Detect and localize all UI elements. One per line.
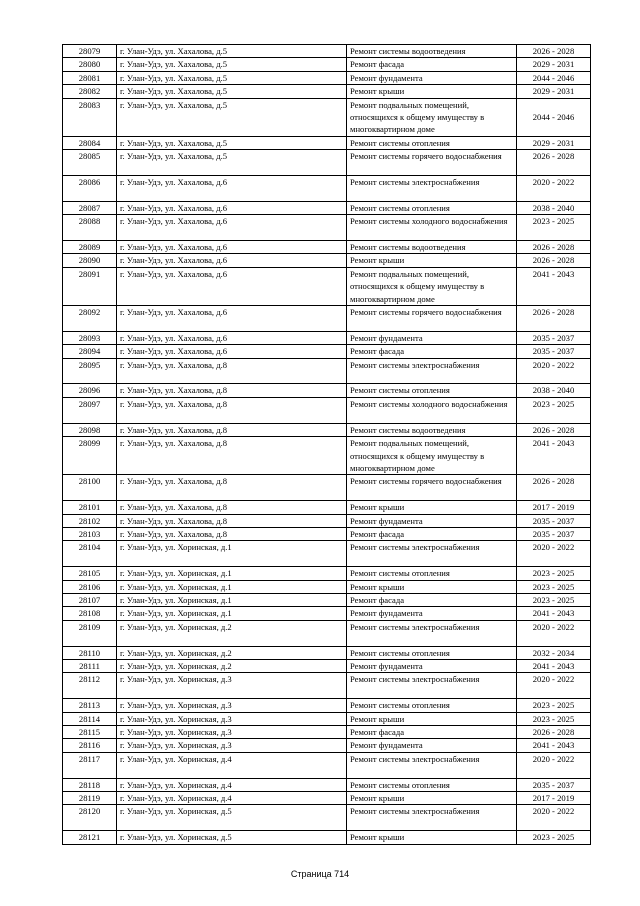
- row-id-cell: 28097: [63, 397, 117, 423]
- row-id-cell: 28098: [63, 423, 117, 436]
- row-period-cell: 2023 - 2025: [517, 397, 591, 423]
- row-work-type-cell: Ремонт крыши: [347, 254, 517, 267]
- row-address-cell: г. Улан-Удэ, ул. Хахалова, д.8: [117, 501, 347, 514]
- row-period-cell: 2035 - 2037: [517, 345, 591, 358]
- row-period-cell: 2035 - 2037: [517, 527, 591, 540]
- row-work-type-cell: Ремонт системы холодного водоснабжения: [347, 215, 517, 241]
- row-work-type-cell: Ремонт крыши: [347, 712, 517, 725]
- row-id-cell: 28117: [63, 752, 117, 778]
- table-row: [63, 791, 591, 804]
- table-row: [63, 580, 591, 593]
- row-address-cell: г. Улан-Удэ, ул. Хахалова, д.8: [117, 437, 347, 475]
- table-row: [63, 176, 591, 202]
- row-period-cell: 2023 - 2025: [517, 593, 591, 606]
- table-row: [63, 267, 591, 305]
- row-id-cell: 28114: [63, 712, 117, 725]
- row-period-cell: 2041 - 2043: [517, 659, 591, 672]
- row-id-cell: 28118: [63, 778, 117, 791]
- row-work-type-cell: Ремонт фасада: [347, 527, 517, 540]
- row-work-type-cell: Ремонт подвальных помещений, относящихся к общему имуществу в многоквартирном доме: [347, 437, 517, 475]
- table-row: [63, 712, 591, 725]
- table-row: [63, 241, 591, 254]
- row-id-cell: 28093: [63, 331, 117, 344]
- row-work-type-cell: Ремонт крыши: [347, 580, 517, 593]
- row-id-cell: 28079: [63, 45, 117, 58]
- row-period-cell: 2023 - 2025: [517, 699, 591, 712]
- table-row: [63, 541, 591, 567]
- row-period-cell: 2026 - 2028: [517, 45, 591, 58]
- row-period-cell: 2026 - 2028: [517, 306, 591, 332]
- table-row: [63, 71, 591, 84]
- row-address-cell: г. Улан-Удэ, ул. Хахалова, д.8: [117, 527, 347, 540]
- row-address-cell: г. Улан-Удэ, ул. Хоринская, д.3: [117, 739, 347, 752]
- row-period-cell: 2032 - 2034: [517, 646, 591, 659]
- row-id-cell: 28104: [63, 541, 117, 567]
- row-id-cell: 28083: [63, 98, 117, 136]
- row-period-cell: 2017 - 2019: [517, 501, 591, 514]
- row-address-cell: г. Улан-Удэ, ул. Хахалова, д.6: [117, 215, 347, 241]
- row-period-cell: 2035 - 2037: [517, 331, 591, 344]
- row-address-cell: г. Улан-Удэ, ул. Хоринская, д.4: [117, 752, 347, 778]
- row-work-type-cell: Ремонт фасада: [347, 58, 517, 71]
- row-id-cell: 28085: [63, 150, 117, 176]
- row-work-type-cell: Ремонт подвальных помещений, относящихся к общему имуществу в многоквартирном доме: [347, 267, 517, 305]
- table-row: [63, 45, 591, 58]
- table-row: [63, 527, 591, 540]
- row-work-type-cell: Ремонт фасада: [347, 345, 517, 358]
- row-period-cell: 2026 - 2028: [517, 423, 591, 436]
- row-id-cell: 28086: [63, 176, 117, 202]
- row-id-cell: 28106: [63, 580, 117, 593]
- table-row: [63, 98, 591, 136]
- row-work-type-cell: Ремонт системы горячего водоснабжения: [347, 306, 517, 332]
- row-work-type-cell: Ремонт системы горячего водоснабжения: [347, 150, 517, 176]
- row-work-type-cell: Ремонт системы электроснабжения: [347, 673, 517, 699]
- row-period-cell: 2041 - 2043: [517, 739, 591, 752]
- row-period-cell: 2020 - 2022: [517, 620, 591, 646]
- row-period-cell: 2023 - 2025: [517, 567, 591, 580]
- row-work-type-cell: Ремонт системы электроснабжения: [347, 358, 517, 384]
- row-work-type-cell: Ремонт крыши: [347, 85, 517, 98]
- row-period-cell: 2041 - 2043: [517, 437, 591, 475]
- row-id-cell: 28080: [63, 58, 117, 71]
- row-period-cell: 2035 - 2037: [517, 778, 591, 791]
- row-work-type-cell: Ремонт фундамента: [347, 607, 517, 620]
- table-row: [63, 752, 591, 778]
- repair-schedule-table: [62, 44, 591, 845]
- row-id-cell: 28109: [63, 620, 117, 646]
- row-id-cell: 28096: [63, 384, 117, 397]
- table-body: [63, 45, 591, 845]
- row-address-cell: г. Улан-Удэ, ул. Хоринская, д.1: [117, 567, 347, 580]
- row-id-cell: 28108: [63, 607, 117, 620]
- row-period-cell: 2023 - 2025: [517, 580, 591, 593]
- row-period-cell: 2026 - 2028: [517, 725, 591, 738]
- row-id-cell: 28089: [63, 241, 117, 254]
- row-work-type-cell: Ремонт системы холодного водоснабжения: [347, 397, 517, 423]
- row-period-cell: 2026 - 2028: [517, 241, 591, 254]
- row-period-cell: 2026 - 2028: [517, 254, 591, 267]
- row-address-cell: г. Улан-Удэ, ул. Хахалова, д.5: [117, 85, 347, 98]
- row-period-cell: 2029 - 2031: [517, 85, 591, 98]
- row-work-type-cell: Ремонт крыши: [347, 831, 517, 844]
- row-id-cell: 28107: [63, 593, 117, 606]
- row-work-type-cell: Ремонт системы отопления: [347, 646, 517, 659]
- table-row: [63, 699, 591, 712]
- row-address-cell: г. Улан-Удэ, ул. Хахалова, д.8: [117, 475, 347, 501]
- row-id-cell: 28111: [63, 659, 117, 672]
- table-row: [63, 475, 591, 501]
- row-period-cell: 2041 - 2043: [517, 267, 591, 305]
- row-id-cell: 28084: [63, 136, 117, 149]
- row-address-cell: г. Улан-Удэ, ул. Хахалова, д.6: [117, 176, 347, 202]
- table-row: [63, 567, 591, 580]
- row-address-cell: г. Улан-Удэ, ул. Хоринская, д.5: [117, 805, 347, 831]
- row-work-type-cell: Ремонт фундамента: [347, 739, 517, 752]
- row-address-cell: г. Улан-Удэ, ул. Хахалова, д.8: [117, 397, 347, 423]
- row-id-cell: 28092: [63, 306, 117, 332]
- row-work-type-cell: Ремонт подвальных помещений, относящихся к общему имуществу в многоквартирном доме: [347, 98, 517, 136]
- row-address-cell: г. Улан-Удэ, ул. Хахалова, д.5: [117, 98, 347, 136]
- row-period-cell: 2020 - 2022: [517, 541, 591, 567]
- table-row: [63, 593, 591, 606]
- table-row: [63, 384, 591, 397]
- row-address-cell: г. Улан-Удэ, ул. Хоринская, д.2: [117, 646, 347, 659]
- row-work-type-cell: Ремонт крыши: [347, 791, 517, 804]
- row-address-cell: г. Улан-Удэ, ул. Хахалова, д.6: [117, 254, 347, 267]
- row-id-cell: 28116: [63, 739, 117, 752]
- row-address-cell: г. Улан-Удэ, ул. Хахалова, д.8: [117, 514, 347, 527]
- table-row: [63, 331, 591, 344]
- row-period-cell: 2044 - 2046: [517, 98, 591, 136]
- table-row: [63, 646, 591, 659]
- row-address-cell: г. Улан-Удэ, ул. Хоринская, д.3: [117, 699, 347, 712]
- row-period-cell: 2020 - 2022: [517, 176, 591, 202]
- row-id-cell: 28095: [63, 358, 117, 384]
- row-period-cell: 2017 - 2019: [517, 791, 591, 804]
- row-period-cell: 2020 - 2022: [517, 805, 591, 831]
- table-row: [63, 254, 591, 267]
- row-address-cell: г. Улан-Удэ, ул. Хахалова, д.6: [117, 331, 347, 344]
- row-period-cell: 2020 - 2022: [517, 358, 591, 384]
- row-work-type-cell: Ремонт системы отопления: [347, 384, 517, 397]
- table-row: [63, 739, 591, 752]
- row-id-cell: 28094: [63, 345, 117, 358]
- row-id-cell: 28099: [63, 437, 117, 475]
- row-period-cell: 2023 - 2025: [517, 712, 591, 725]
- row-work-type-cell: Ремонт системы электроснабжения: [347, 752, 517, 778]
- row-id-cell: 28082: [63, 85, 117, 98]
- table-row: [63, 659, 591, 672]
- row-id-cell: 28121: [63, 831, 117, 844]
- row-id-cell: 28110: [63, 646, 117, 659]
- row-address-cell: г. Улан-Удэ, ул. Хахалова, д.8: [117, 384, 347, 397]
- row-address-cell: г. Улан-Удэ, ул. Хоринская, д.1: [117, 607, 347, 620]
- table-row: [63, 397, 591, 423]
- row-id-cell: 28112: [63, 673, 117, 699]
- row-address-cell: г. Улан-Удэ, ул. Хахалова, д.6: [117, 306, 347, 332]
- row-id-cell: 28091: [63, 267, 117, 305]
- row-work-type-cell: Ремонт системы отопления: [347, 567, 517, 580]
- table-row: [63, 620, 591, 646]
- row-work-type-cell: Ремонт фундамента: [347, 514, 517, 527]
- row-address-cell: г. Улан-Удэ, ул. Хахалова, д.8: [117, 358, 347, 384]
- row-work-type-cell: Ремонт крыши: [347, 501, 517, 514]
- row-address-cell: г. Улан-Удэ, ул. Хахалова, д.8: [117, 423, 347, 436]
- table-row: [63, 831, 591, 844]
- row-period-cell: 2020 - 2022: [517, 752, 591, 778]
- row-id-cell: 28103: [63, 527, 117, 540]
- row-work-type-cell: Ремонт системы электроснабжения: [347, 620, 517, 646]
- row-work-type-cell: Ремонт системы горячего водоснабжения: [347, 475, 517, 501]
- table-row: [63, 673, 591, 699]
- row-work-type-cell: Ремонт системы водоотведения: [347, 45, 517, 58]
- table-row: [63, 345, 591, 358]
- table-row: [63, 501, 591, 514]
- table-row: [63, 423, 591, 436]
- table-row: [63, 514, 591, 527]
- table-row: [63, 306, 591, 332]
- row-address-cell: г. Улан-Удэ, ул. Хоринская, д.5: [117, 831, 347, 844]
- table-row: [63, 437, 591, 475]
- row-address-cell: г. Улан-Удэ, ул. Хоринская, д.2: [117, 620, 347, 646]
- row-id-cell: 28119: [63, 791, 117, 804]
- row-period-cell: 2023 - 2025: [517, 831, 591, 844]
- table-row: [63, 607, 591, 620]
- row-work-type-cell: Ремонт системы отопления: [347, 136, 517, 149]
- row-id-cell: 28115: [63, 725, 117, 738]
- row-id-cell: 28081: [63, 71, 117, 84]
- row-work-type-cell: Ремонт фундамента: [347, 71, 517, 84]
- row-period-cell: 2029 - 2031: [517, 136, 591, 149]
- table-row: [63, 778, 591, 791]
- row-work-type-cell: Ремонт системы электроснабжения: [347, 805, 517, 831]
- row-address-cell: г. Улан-Удэ, ул. Хахалова, д.6: [117, 201, 347, 214]
- row-address-cell: г. Улан-Удэ, ул. Хоринская, д.4: [117, 778, 347, 791]
- row-address-cell: г. Улан-Удэ, ул. Хахалова, д.5: [117, 45, 347, 58]
- row-work-type-cell: Ремонт системы водоотведения: [347, 423, 517, 436]
- row-work-type-cell: Ремонт системы отопления: [347, 201, 517, 214]
- row-period-cell: 2020 - 2022: [517, 673, 591, 699]
- row-address-cell: г. Улан-Удэ, ул. Хахалова, д.6: [117, 345, 347, 358]
- row-address-cell: г. Улан-Удэ, ул. Хахалова, д.6: [117, 267, 347, 305]
- row-id-cell: 28087: [63, 201, 117, 214]
- row-work-type-cell: Ремонт системы отопления: [347, 778, 517, 791]
- page-footer: Страница 714: [290, 869, 350, 879]
- row-work-type-cell: Ремонт системы отопления: [347, 699, 517, 712]
- row-period-cell: 2038 - 2040: [517, 384, 591, 397]
- table-row: [63, 85, 591, 98]
- row-work-type-cell: Ремонт системы водоотведения: [347, 241, 517, 254]
- row-work-type-cell: Ремонт фундамента: [347, 659, 517, 672]
- row-address-cell: г. Улан-Удэ, ул. Хоринская, д.1: [117, 541, 347, 567]
- row-address-cell: г. Улан-Удэ, ул. Хахалова, д.6: [117, 241, 347, 254]
- row-work-type-cell: Ремонт системы электроснабжения: [347, 176, 517, 202]
- row-address-cell: г. Улан-Удэ, ул. Хоринская, д.4: [117, 791, 347, 804]
- row-period-cell: 2035 - 2037: [517, 514, 591, 527]
- table-row: [63, 58, 591, 71]
- table-row: [63, 358, 591, 384]
- row-address-cell: г. Улан-Удэ, ул. Хахалова, д.5: [117, 136, 347, 149]
- row-address-cell: г. Улан-Удэ, ул. Хахалова, д.5: [117, 150, 347, 176]
- row-address-cell: г. Улан-Удэ, ул. Хоринская, д.3: [117, 725, 347, 738]
- row-address-cell: г. Улан-Удэ, ул. Хоринская, д.2: [117, 659, 347, 672]
- row-id-cell: 28120: [63, 805, 117, 831]
- row-period-cell: 2044 - 2046: [517, 71, 591, 84]
- row-period-cell: 2029 - 2031: [517, 58, 591, 71]
- table-row: [63, 150, 591, 176]
- row-id-cell: 28113: [63, 699, 117, 712]
- row-period-cell: 2041 - 2043: [517, 607, 591, 620]
- row-period-cell: 2026 - 2028: [517, 475, 591, 501]
- row-id-cell: 28090: [63, 254, 117, 267]
- row-work-type-cell: Ремонт фундамента: [347, 331, 517, 344]
- row-address-cell: г. Улан-Удэ, ул. Хахалова, д.5: [117, 58, 347, 71]
- row-id-cell: 28088: [63, 215, 117, 241]
- table-row: [63, 201, 591, 214]
- row-address-cell: г. Улан-Удэ, ул. Хоринская, д.1: [117, 593, 347, 606]
- row-work-type-cell: Ремонт системы электроснабжения: [347, 541, 517, 567]
- row-period-cell: 2026 - 2028: [517, 150, 591, 176]
- row-id-cell: 28102: [63, 514, 117, 527]
- table-row: [63, 215, 591, 241]
- row-id-cell: 28100: [63, 475, 117, 501]
- row-work-type-cell: Ремонт фасада: [347, 725, 517, 738]
- row-id-cell: 28101: [63, 501, 117, 514]
- row-address-cell: г. Улан-Удэ, ул. Хоринская, д.1: [117, 580, 347, 593]
- row-id-cell: 28105: [63, 567, 117, 580]
- table-row: [63, 136, 591, 149]
- row-period-cell: 2023 - 2025: [517, 215, 591, 241]
- row-address-cell: г. Улан-Удэ, ул. Хоринская, д.3: [117, 673, 347, 699]
- table-row: [63, 725, 591, 738]
- row-period-cell: 2038 - 2040: [517, 201, 591, 214]
- row-work-type-cell: Ремонт фасада: [347, 593, 517, 606]
- row-address-cell: г. Улан-Удэ, ул. Хахалова, д.5: [117, 71, 347, 84]
- table-row: [63, 805, 591, 831]
- row-address-cell: г. Улан-Удэ, ул. Хоринская, д.3: [117, 712, 347, 725]
